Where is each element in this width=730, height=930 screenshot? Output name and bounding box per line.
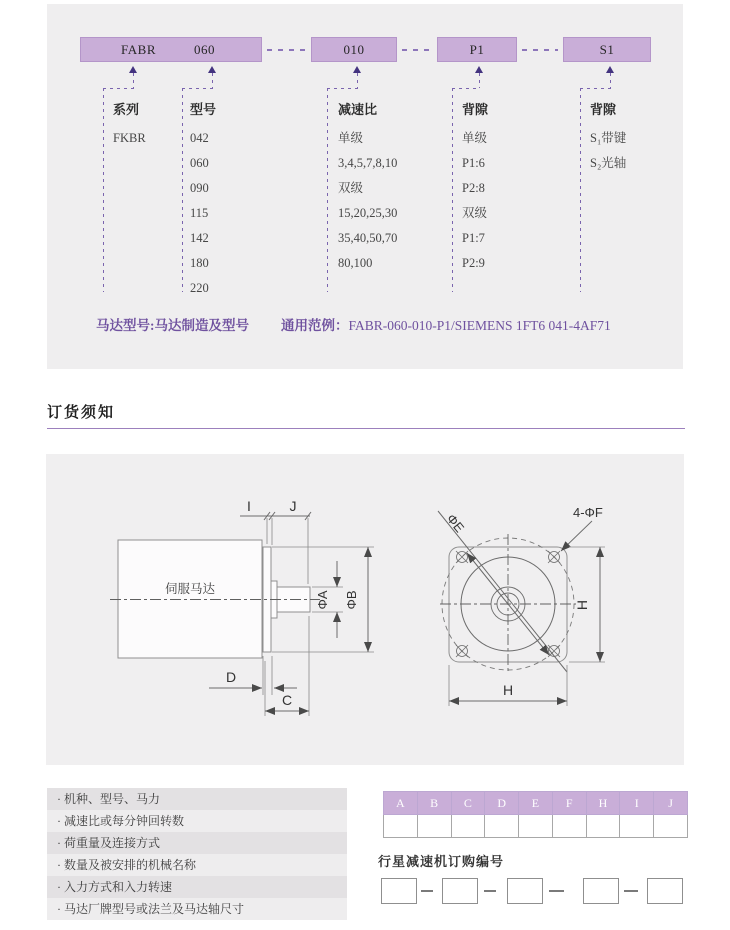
dashed-connector [133,73,134,88]
code-box-series-model [80,37,262,62]
table-cell [417,815,451,838]
backlash-option: 双级 [462,206,488,220]
code-box-ratio [311,37,397,62]
bullet-icon: · [57,814,61,828]
dim-label-phi-a: ΦA [315,590,330,610]
dashed-connector [452,88,480,89]
backlash-option: P2:8 [462,181,485,195]
code-box-backlash [437,37,517,62]
order-code-title: 行星减速机订购编号 [378,854,505,869]
order-code-dash [421,890,433,892]
model-options [190,126,209,301]
arrow-up-icon [129,66,137,73]
series-options [113,126,146,151]
col-header: H [586,792,620,815]
dimension-table [383,791,688,838]
column-header-ratio: 减速比 [338,102,378,117]
column-header-model: 型号 [190,102,217,117]
table-cell [384,815,418,838]
dashed-connector [610,73,611,88]
bullet-icon: · [57,858,61,872]
code-ratio-value: 010 [343,41,365,57]
order-code-dash [549,890,564,892]
table-header-row [384,792,688,815]
code-box-shaft [563,37,651,62]
order-code-dash [624,890,638,892]
note-text: 入力方式和入力转速 [64,880,173,894]
list-item [47,832,347,854]
bullet-icon: · [57,792,61,806]
ratio-option: 80,100 [338,256,373,270]
code-separator-dashes [402,49,432,51]
dashed-column-line [452,88,453,292]
arrow-up-icon [353,66,361,73]
note-text: 减速比或每分钟回转数 [64,814,185,828]
shaft-options [590,126,626,176]
dashed-column-line [103,88,104,292]
arrow-up-icon [208,66,216,73]
model-option: 142 [190,231,209,245]
list-item [47,854,347,876]
list-item [47,898,347,920]
order-code-box [507,878,543,904]
dashed-column-line [182,88,183,292]
list-item [47,810,347,832]
dashed-connector [357,73,358,88]
dashed-column-line [327,88,328,292]
table-cell [519,815,553,838]
heading-underline [47,428,685,429]
code-series-value: FABR [121,42,156,57]
backlash-option: P2:9 [462,256,485,270]
list-item [47,876,347,898]
side-view-drawing [110,512,374,716]
dashed-connector [182,88,213,89]
dim-label-d: D [225,669,237,685]
motor-note: 马达型号:马达制造及型号 [96,318,249,333]
col-header: F [552,792,586,815]
dim-label-phi-b: ΦB [344,590,359,610]
technical-drawing [46,454,684,765]
order-code-box [381,878,417,904]
backlash-option: 单级 [462,131,488,145]
col-header: C [451,792,485,815]
table-cell [485,815,519,838]
code-separator-dashes [522,49,558,51]
column-header-shaft: 背隙 [590,102,617,117]
order-code-dash [484,890,496,892]
bullet-icon: · [57,836,61,850]
dim-label-holes: 4-ΦF [573,505,603,520]
dashed-connector [327,88,358,89]
backlash-option: P1:6 [462,156,485,170]
col-header: B [417,792,451,815]
code-shaft-value: S1 [599,41,615,57]
code-backlash-value: P1 [469,41,485,57]
dimension-drawing-panel [46,454,684,765]
ratio-option: 双级 [338,181,364,195]
table-cell [654,815,688,838]
section-heading: 订货须知 [47,405,116,421]
note-text: 马达厂牌型号或法兰及马达轴尺寸 [64,902,245,916]
arrow-up-icon [606,66,614,73]
table-cell [552,815,586,838]
backlash-option: P1:7 [462,231,485,245]
code-model-value: 060 [194,42,215,57]
dashed-connector [479,73,480,88]
ratio-option: 单级 [338,131,364,145]
bullet-icon: · [57,902,61,916]
ratio-option: 15,20,25,30 [338,206,398,220]
dim-label-phi-e: ΦE [443,511,468,536]
table-cell [451,815,485,838]
model-option: 060 [190,156,209,170]
model-option: 115 [190,206,209,220]
col-header: A [384,792,418,815]
dim-label-i: I [247,498,251,514]
dim-label-h-bottom: H [502,682,514,698]
table-cell [620,815,654,838]
ratio-option: 3,4,5,7,8,10 [338,156,398,170]
note-text: 数量及被安排的机械名称 [64,858,197,872]
dashed-connector [103,88,134,89]
dashed-connector [212,73,213,88]
column-header-series: 系列 [113,102,140,117]
backlash-options [462,126,487,276]
order-code-box [647,878,683,904]
arrow-up-icon [475,66,483,73]
model-option: 042 [190,131,209,145]
ordering-notes-list [47,788,347,920]
col-header: E [519,792,553,815]
example-code: FABR-060-010-P1/SIEMENS 1FT6 041-4AF71 [348,318,611,333]
shaft-option: S₁带键 [590,131,627,145]
dim-label-h-side: H [574,599,590,611]
model-option: 180 [190,256,209,270]
example-line [281,314,611,334]
list-item [47,788,347,810]
bullet-icon: · [57,880,61,894]
code-separator-dashes [267,49,307,51]
table-row [384,815,688,838]
col-header: D [485,792,519,815]
model-code-panel [47,4,683,369]
note-text: 机种、型号、马力 [64,792,161,806]
order-code-box [583,878,619,904]
servo-motor-label: 伺服马达 [164,582,216,596]
dashed-connector [580,88,611,89]
order-code-box [442,878,478,904]
dashed-column-line [580,88,581,292]
example-label: 通用范例： [281,318,349,333]
dim-label-c: C [281,692,293,708]
shaft-option: S₂光轴 [590,156,627,170]
series-option: FKBR [113,131,146,145]
ratio-option: 35,40,50,70 [338,231,398,245]
model-option: 220 [190,281,209,295]
table-cell [586,815,620,838]
col-header: I [620,792,654,815]
model-option: 090 [190,181,209,195]
ratio-options [338,126,397,276]
col-header: J [654,792,688,815]
column-header-backlash: 背隙 [462,102,489,117]
note-text: 荷重量及连接方式 [64,836,161,850]
dim-label-j: J [289,498,297,514]
